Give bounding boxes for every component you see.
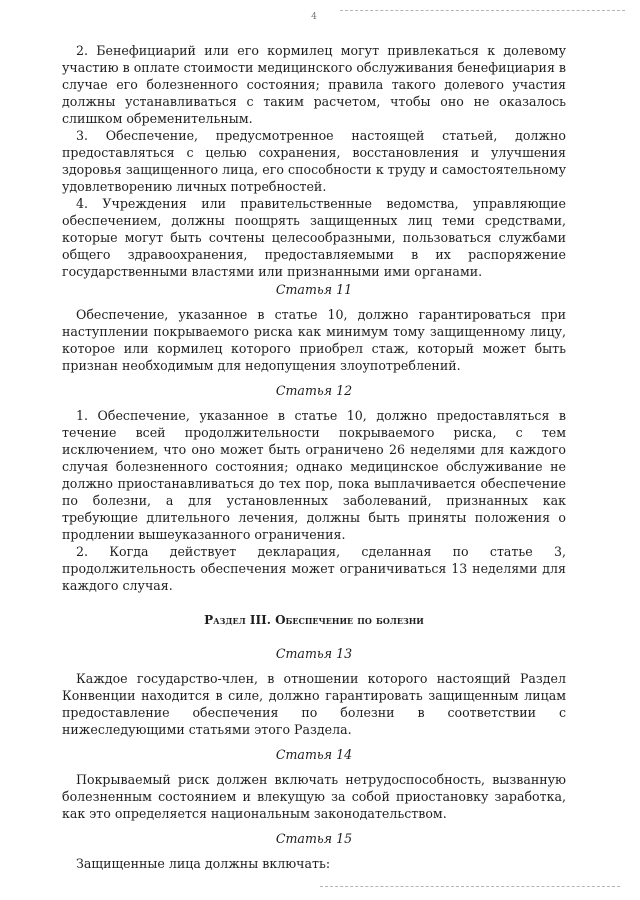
scan-edge-bottom [320,886,620,887]
article-11-text: Обеспечение, указанное в статье 10, должно гарантироваться при наступлении покрываемого риска как минимум тому защищенному лицу, которое или кормилец которого приобрел стаж, который может быть признан необходимым для недопущения злоупотреблений. [62,307,566,373]
article-14-text: Покрываемый риск должен включать нетрудоспособность, вызванную болезненным состоянием и влекущую за собой приостановку заработка, как это определяется национальным законодательством. [62,772,566,821]
article-13-text: Каждое государство-член, в отношении которого настоящий Раздел Конвенции находится в силе, должно гарантировать защищенным лицам предоставление обеспечения по болезни в соответствии с нижеследующими статьями этого Раздела. [62,671,566,737]
section-heading: Раздел III. Обеспечение по болезни [204,613,424,627]
document-body [62,42,566,872]
article-11-title: Статья 11 [275,282,353,297]
article-15-title: Статья 15 [275,831,353,846]
article-14-title: Статья 14 [275,747,353,762]
paragraph-4: 4. Учреждения или правительственные ведомства, управляющие обеспечением, должны поощрять защищенных лиц теми средствами, которые могут быть сочтены целесообразными, пользоваться службами общего здравоохранения, предоставляемыми в их распоряжение государственными властями или признанными ими органами. [62,196,566,279]
article-12-title: Статья 12 [275,383,353,398]
scan-edge-top [340,10,625,11]
article-15-text: Защищенные лица должны включать: [76,856,331,871]
paragraph-3: 3. Обеспечение, предусмотренное настоящей статьей, должно предоставляться с целью сохранения, восстановления и улучшения здоровья защищенного лица, его способности к труду и самостоятельному удовлетворению личных потребностей. [62,128,566,194]
article-12-paragraph-2: 2. Когда действует декларация, сделанная по статье 3, продолжительность обеспечения может ограничиваться 13 неделями для каждого случая. [62,544,566,593]
paragraph-2: 2. Бенефициарий или его кормилец могут привлекаться к долевому участию в оплате стоимости медицинского обслуживания бенефициария в случае его болезненного состояния; правила такого долевого участия должны устанавливаться с таким расчетом, чтобы оно не оказалось слишком обременительным. [62,43,566,126]
article-12-paragraph-1: 1. Обеспечение, указанное в статье 10, должно предоставляться в течение всей продолжительности покрываемого риска, с тем исключением, что оно может быть ограничено 26 неделями для каждого случая болезненного состояния; однако медицинское обслуживание не должно приостанавливаться до тех пор, пока выплачивается обеспечение по болезни, а для установленных заболеваний, признанных как требующие длительного лечения, должны быть приняты положения о продлении вышеуказанного ограничения. [62,408,566,542]
page-number: 4 [311,12,317,22]
article-13-title: Статья 13 [275,646,353,661]
